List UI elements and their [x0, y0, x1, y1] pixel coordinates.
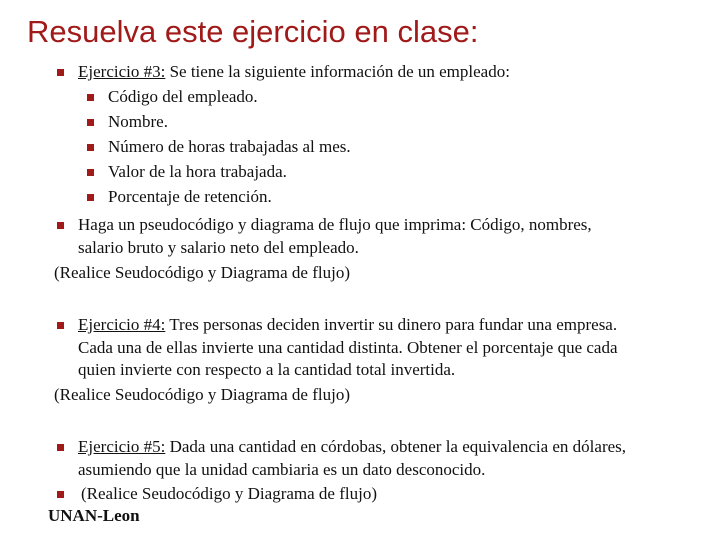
- exercise4-text: Tres personas deciden invertir su dinero para fundar una empresa.: [165, 315, 618, 334]
- exercise4-label: Ejercicio #4:: [78, 315, 166, 334]
- exercise5-line2: asumiendo que la unidad cambiaria es un dato desconocido.: [78, 460, 486, 479]
- footer-label: UNAN-Leon: [48, 506, 140, 525]
- exercise5-label: Ejercicio #5:: [78, 437, 166, 456]
- exercise4-line3: quien invierte con respecto a la cantidad total invertida.: [78, 360, 456, 379]
- exercise3-note: (Realice Seudocódigo y Diagrama de flujo): [54, 263, 350, 282]
- square-bullet-icon: [87, 169, 94, 176]
- square-bullet-icon: [57, 222, 64, 229]
- square-bullet-icon: [87, 119, 94, 126]
- square-bullet-icon: [57, 444, 64, 451]
- square-bullet-icon: [87, 144, 94, 151]
- square-bullet-icon: [87, 94, 94, 101]
- list-item: Porcentaje de retención.: [108, 187, 272, 206]
- exercise3-label: Ejercicio #3:: [78, 62, 166, 81]
- exercise3-task-line2: salario bruto y salario neto del empleado.: [78, 238, 359, 257]
- square-bullet-icon: [57, 322, 64, 329]
- list-item: Código del empleado.: [108, 87, 258, 106]
- square-bullet-icon: [57, 69, 64, 76]
- square-bullet-icon: [87, 194, 94, 201]
- exercise5-note: (Realice Seudocódigo y Diagrama de flujo): [81, 484, 377, 503]
- exercise3-task-line1: Haga un pseudocódigo y diagrama de flujo que imprima: Código, nombres,: [78, 215, 592, 234]
- exercise5-text: Dada una cantidad en córdobas, obtener la equivalencia en dólares,: [165, 437, 627, 456]
- exercise4-line1: [78, 314, 617, 336]
- exercise3-heading: [78, 61, 510, 83]
- square-bullet-icon: [57, 491, 64, 498]
- exercise5-line1: [78, 436, 626, 458]
- exercise4-note: (Realice Seudocódigo y Diagrama de flujo): [54, 385, 350, 404]
- list-item: Número de horas trabajadas al mes.: [108, 137, 351, 156]
- exercise4-line2: Cada una de ellas invierte una cantidad distinta. Obtener el porcentaje que cada: [78, 338, 618, 357]
- list-item: Nombre.: [108, 112, 168, 131]
- exercise3-text: Se tiene la siguiente información de un empleado:: [165, 62, 510, 81]
- slide-title: Resuelva este ejercicio en clase:: [27, 14, 479, 49]
- list-item: Valor de la hora trabajada.: [108, 162, 287, 181]
